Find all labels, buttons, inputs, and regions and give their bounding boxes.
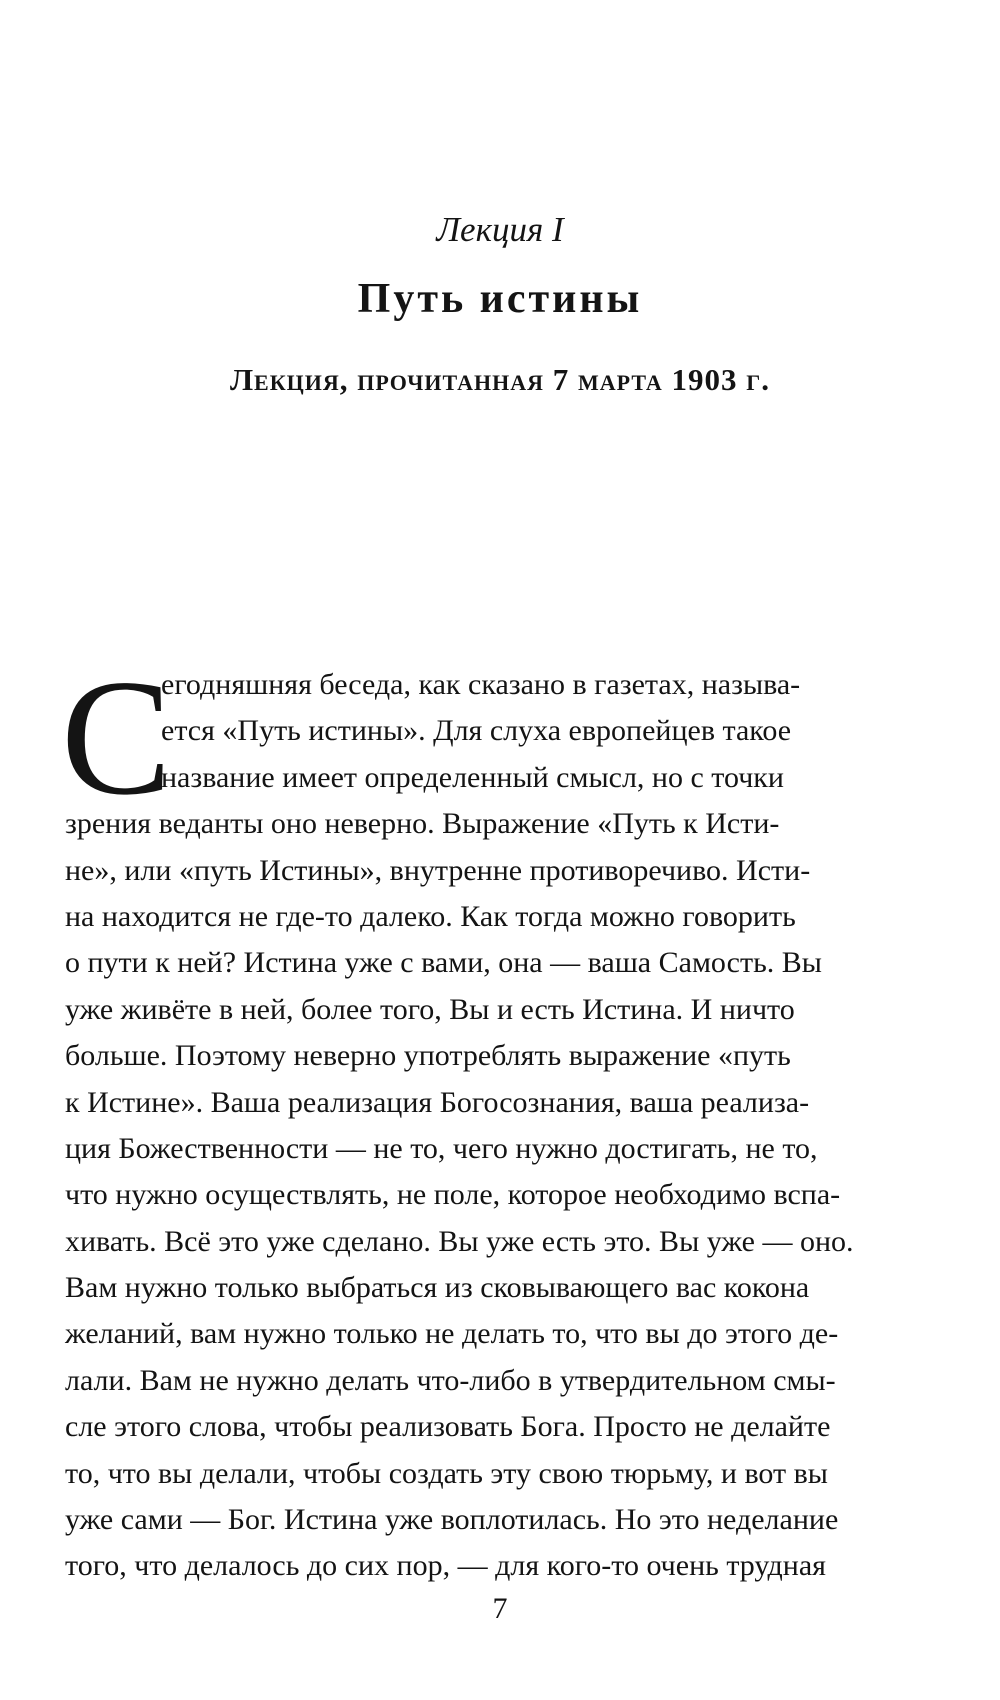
text-line: сле этого слова, чтобы реализовать Бога. Просто не делайте xyxy=(65,1410,831,1444)
text-line: хивать. Всё это уже сделано. Вы уже есть это. Вы уже — оно. xyxy=(65,1224,854,1258)
page-number: 7 xyxy=(492,1592,508,1625)
text-line: Вам нужно только выбраться из сковывающего вас кокона xyxy=(65,1271,810,1305)
text-line: уже живёте в ней, более того, Вы и есть Истина. И ничто xyxy=(65,992,795,1026)
body-text xyxy=(61,645,915,1590)
text-line: егодняшняя беседа, как сказано в газетах, называ- xyxy=(161,668,801,701)
text-line: зрения веданты оно неверно. Выражение «Путь к Исти- xyxy=(65,807,780,841)
chapter-title: Путь истины xyxy=(357,276,643,322)
text-line: то, что вы делали, чтобы создать эту свою тюрьму, и вот вы xyxy=(65,1456,828,1490)
chapter-subtitle: Лекция, прочитанная 7 марта 1903 г. xyxy=(229,362,771,397)
text-line: на находится не где-то далеко. Как тогда можно говорить xyxy=(65,899,796,933)
text-line: название имеет определенный смысл, но с точки xyxy=(161,760,784,794)
text-line: о пути к ней? Истина уже с вами, она — ваша Самость. Вы xyxy=(65,946,822,980)
text-line: ция Божественности — не то, чего нужно достигать, не то, xyxy=(65,1131,818,1165)
text-line: желаний, вам нужно только не делать то, что вы до этого де- xyxy=(65,1317,839,1351)
text-line: лали. Вам не нужно делать что-либо в утвердительном смы- xyxy=(65,1363,836,1397)
text-line: уже сами — Бог. Истина уже воплотилась. Но это неделание xyxy=(65,1503,839,1537)
text-line: к Истине». Ваша реализация Богосознания, ваша реализа- xyxy=(65,1085,810,1119)
text-line: больше. Поэтому неверно употреблять выражение «путь xyxy=(65,1039,791,1073)
text-line: что нужно осуществлять, не поле, которое необходимо вспа- xyxy=(65,1178,841,1212)
lecture-number: Лекция I xyxy=(436,210,564,249)
text-line: того, что делалось до сих пор, — для кого-то очень трудная xyxy=(65,1549,826,1583)
drop-cap-letter: С xyxy=(61,645,172,829)
text-line: ется «Путь истины». Для слуха европейцев такое xyxy=(161,714,792,748)
text-line: не», или «путь Истины», внутренне противоречиво. Исти- xyxy=(65,853,811,887)
